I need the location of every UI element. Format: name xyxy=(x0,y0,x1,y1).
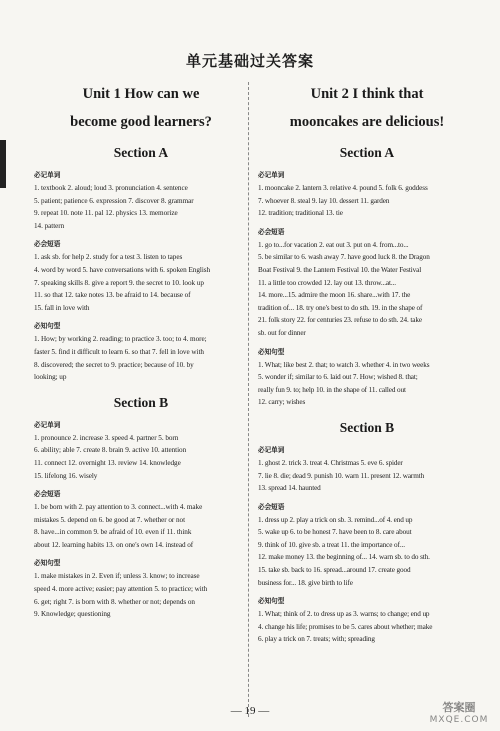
answer-line: faster 5. find it difficult to learn 6. so that 7. fell in love with xyxy=(34,347,204,356)
answer-line: mistakes 5. depend on 6. be good at 7. whether or not xyxy=(34,515,186,524)
answer-line: 5. patient; patience 6. expression 7. discover 8. grammar xyxy=(34,196,194,205)
answer-line: 9. repeat 10. note 11. pal 12. physics 13. memorize xyxy=(34,209,178,218)
answer-line: 15. fall in love with xyxy=(34,303,90,312)
answer-line: 7. speaking skills 8. give a report 9. the secret to 10. look up xyxy=(34,278,204,287)
answer-line: 1. textbook 2. aloud; loud 3. pronunciation 4. sentence xyxy=(34,184,188,192)
unit2-title-line1: Unit 2 I think that xyxy=(310,86,424,102)
category-label: 必会短语 xyxy=(258,502,285,511)
unit1-section-a xyxy=(34,145,248,384)
column-divider xyxy=(248,82,249,717)
unit2-title-line2: mooncakes are delicious! xyxy=(289,114,445,130)
unit1-column xyxy=(34,78,248,621)
page-title: 单元基础过关答案 xyxy=(185,52,314,70)
category-label: 必记单词 xyxy=(34,171,61,179)
answer-line: 14. pattern xyxy=(34,221,65,230)
watermark-bottom: MXQE.COM xyxy=(429,715,489,725)
answer-line: 5. be similar to 6. wash away 7. have good luck 8. the Dragon xyxy=(258,253,430,262)
category-label: 必会短语 xyxy=(34,490,61,499)
category-label: 必知句型 xyxy=(258,597,285,606)
answer-line: speed 4. more active; easier; pay attention 5. to practice; with xyxy=(34,585,208,594)
category-label: 必记单词 xyxy=(258,171,285,179)
answer-line: 9. think of 10. give sb. a treat 11. the importance of... xyxy=(258,540,405,549)
category-label: 必会短语 xyxy=(34,240,61,249)
answer-line: 14. more...15. admire the moon 16. share...with 17. the xyxy=(258,291,411,300)
answer-line: about 12. learning habits 13. on one's own 14. instead of xyxy=(34,540,194,549)
answer-line: 6. get; right 7. is born with 8. whether or not; depends on xyxy=(34,597,195,606)
answer-line: 9. Knowledge; questioning xyxy=(34,610,111,619)
unit1-section-b xyxy=(34,395,248,621)
answer-line: looking; up xyxy=(34,373,67,382)
answer-line: 21. folk story 22. for centuries 23. refuse to do sth. 24. take xyxy=(258,316,422,325)
answer-line: tradition of... 18. try one's best to do sth. 19. in the shape of xyxy=(258,303,423,312)
answer-line: 6. ability; able 7. create 8. brain 9. active 10. attention xyxy=(34,446,187,455)
category-label: 必记单词 xyxy=(34,420,61,429)
unit1-title-line2: become good learners? xyxy=(70,114,212,130)
answer-line: 12. carry; wishes xyxy=(258,398,306,407)
answer-line: 5. wonder if; similar to 6. laid out 7. How; wished 8. that; xyxy=(258,373,418,382)
answer-line: 1. go to...for vacation 2. eat out 3. put on 4. from...to... xyxy=(258,240,409,249)
answer-line: 1. make mistakes in 2. Even if; unless 3. know; to increase xyxy=(34,572,200,581)
category-label: 必知句型 xyxy=(258,347,285,356)
answer-line: 11. so that 12. take notes 13. be afraid to 14. because of xyxy=(34,291,191,300)
answer-line: 13. spread 14. haunted xyxy=(258,484,321,493)
answer-line: 6. play a trick on 7. treats; with; spreading xyxy=(258,635,375,644)
answer-line: 11. a little too crowded 12. lay out 13. throw...at... xyxy=(258,278,396,287)
category-label: 必知句型 xyxy=(34,559,61,568)
answer-line: 1. How; by working 2. reading; to practice 3. too; to 4. more; xyxy=(34,335,207,344)
section-title: Section B xyxy=(113,394,169,410)
unit2-section-a xyxy=(258,145,476,409)
section-title: Section A xyxy=(113,145,169,160)
answer-line: 7. lie 8. die; dead 9. punish 10. warn 11. present 12. warmth xyxy=(258,471,425,480)
category-label: 必会短语 xyxy=(258,227,285,236)
answer-line: 5. wake up 6. to be honest 7. have been to 8. care about xyxy=(258,528,412,537)
answer-line: 7. whoever 8. steal 9. lay 10. dessert 11. garden xyxy=(258,196,390,205)
answer-line: 8. have...in common 9. be afraid of 10. even if 11. think xyxy=(34,528,192,537)
answer-line: 12. tradition; traditional 13. tie xyxy=(258,209,343,218)
section-title: Section B xyxy=(339,419,395,435)
category-label: 必知句型 xyxy=(34,322,61,331)
binding-edge-mark xyxy=(0,140,6,188)
unit1-title-line1: Unit 1 How can we xyxy=(82,86,200,102)
unit2-section-b xyxy=(258,420,476,646)
answer-line: sb. out for dinner xyxy=(258,328,306,337)
answer-line: 12. make money 13. the beginning of... 14. warn sb. to do sth. xyxy=(258,553,430,562)
answer-line: really fun 9. to; help 10. in the shape of 11. called out xyxy=(258,385,406,394)
answer-line: Boat Festival 9. the Lantern Festival 10. the Water Festival xyxy=(258,265,422,274)
unit2-column xyxy=(258,78,476,646)
answer-line: 1. dress up 2. play a trick on sb. 3. remind...of 4. end up xyxy=(258,515,413,524)
category-label: 必记单词 xyxy=(258,445,285,454)
answer-line: 4. change his life; promises to be 5. cares about whether; make xyxy=(258,622,433,631)
answer-line: 1. pronounce 2. increase 3. speed 4. partner 5. born xyxy=(34,433,179,442)
answer-line: 1. What; like best 2. that; to watch 3. whether 4. in two weeks xyxy=(258,360,430,369)
section-title: Section A xyxy=(339,145,395,160)
answer-line: 15. lifelong 16. wisely xyxy=(34,471,98,480)
site-watermark xyxy=(424,697,494,727)
answer-line: 15. take sb. back to 16. spread...around 17. create good xyxy=(258,566,411,575)
page-number: — 19 — xyxy=(230,705,270,717)
watermark-top: 答案圈 xyxy=(442,701,476,714)
answer-line: 1. What; think of 2. to dress up as 3. warns; to change; end up xyxy=(258,610,430,619)
answer-line: 1. mooncake 2. lantern 3. relative 4. pound 5. folk 6. goddess xyxy=(258,184,428,192)
answer-line: 4. word by word 5. have conversations with 6. spoken English xyxy=(34,265,211,274)
answer-line: 8. discovered; the secret to 9. practice; because of 10. by xyxy=(34,360,194,369)
answer-line: business for... 18. give birth to life xyxy=(258,578,353,587)
answer-line: 11. connect 12. overnight 13. review 14. knowledge xyxy=(34,458,181,467)
answer-line: 1. be born with 2. pay attention to 3. connect...with 4. make xyxy=(34,503,203,512)
answer-line: 1. ghost 2. trick 3. treat 4. Christmas 5. eve 6. spider xyxy=(258,458,403,467)
answer-line: 1. ask sb. for help 2. study for a test 3. listen to tapes xyxy=(34,253,183,262)
